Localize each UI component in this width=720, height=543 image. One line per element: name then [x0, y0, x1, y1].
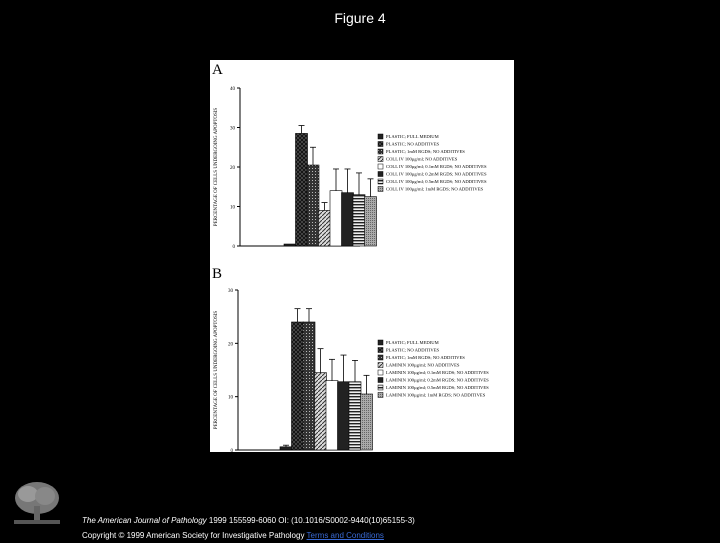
- legend-label: LAMININ 100µg/ml; 1mM RGDS; NO ADDITIVES: [386, 392, 486, 398]
- figure-panel: [210, 60, 514, 452]
- bar: [349, 382, 361, 450]
- bar: [361, 394, 373, 450]
- y-tick-label: 10: [230, 205, 235, 211]
- bar: [307, 165, 319, 246]
- bar: [365, 197, 377, 246]
- bar: [315, 373, 327, 450]
- bar: [319, 210, 331, 246]
- legend-label: LAMININ 100µg/ml; NO ADDITIVES: [386, 362, 460, 368]
- copyright-text: Copyright © 1999 American Society for Investigative Pathology: [82, 531, 305, 540]
- legend-swatch: [378, 385, 383, 390]
- terms-link[interactable]: Terms and Conditions: [306, 531, 384, 540]
- legend-label: PLASTIC; 1mM RGDS; NO ADDITIVES: [386, 355, 465, 360]
- legend-label: PLASTIC; NO ADDITIVES: [386, 141, 440, 147]
- bar: [296, 133, 308, 246]
- legend-swatch: [378, 142, 383, 147]
- legend-label: PLASTIC; FULL MEDIUM: [386, 340, 439, 345]
- legend-label: COLL IV 100µg/ml; 1mM RGDS; NO ADDITIVES: [386, 186, 484, 192]
- legend-label: LAMININ 100µg/ml; 0.5mM RGDS; NO ADDITIVES: [386, 385, 489, 390]
- bar: [280, 447, 292, 450]
- legend-swatch: [378, 363, 383, 368]
- bar: [292, 322, 304, 450]
- panel-b-chart: [212, 266, 489, 452]
- y-tick-label: 40: [230, 87, 235, 92]
- elsevier-tree-icon: [8, 478, 66, 536]
- legend-label: LAMININ 100µg/ml; 0.1mM RGDS; NO ADDITIVES: [386, 370, 489, 375]
- legend-label: PLASTIC; FULL MEDIUM: [386, 134, 439, 139]
- legend-swatch: [378, 378, 383, 383]
- y-tick-label: 0: [230, 449, 233, 452]
- y-tick-label: 30: [230, 126, 235, 132]
- legend-swatch: [378, 157, 383, 162]
- legend-swatch: [378, 348, 383, 353]
- panel-letter: B: [212, 266, 223, 282]
- legend-label: COLL IV 100µg/ml; 0.2mM RGDS; NO ADDITIVES: [386, 171, 487, 177]
- legend-swatch: [378, 134, 383, 139]
- journal-name: The American Journal of Pathology: [82, 516, 207, 525]
- bar: [342, 193, 354, 246]
- panel-letter: A: [212, 62, 223, 78]
- legend-label: COLL IV 100µg/ml; 0.1mM RGDS; NO ADDITIVES: [386, 164, 487, 169]
- bar: [303, 322, 315, 450]
- citation-footer: [82, 513, 415, 543]
- panel-a-chart: [212, 62, 487, 250]
- legend-label: PLASTIC; NO ADDITIVES: [386, 347, 440, 353]
- citation-line: [82, 513, 415, 528]
- legend-swatch: [378, 164, 383, 169]
- legend-swatch: [378, 340, 383, 345]
- legend-swatch: [378, 172, 383, 177]
- y-axis-label: PERCENTAGE OF CELLS UNDERGOING APOPTOSIS: [214, 107, 219, 227]
- legend-label: COLL IV 100µg/ml; 0.5mM RGDS; NO ADDITIVES: [386, 179, 487, 184]
- figure-chart-svg: [210, 60, 514, 452]
- bar: [353, 195, 365, 246]
- bar: [330, 191, 342, 246]
- y-tick-label: 20: [228, 342, 233, 348]
- bar: [284, 244, 296, 246]
- legend-label: COLL IV 100µg/ml; NO ADDITIVES: [386, 156, 458, 162]
- y-tick-label: 0: [232, 245, 235, 250]
- elsevier-logo: [8, 478, 66, 536]
- copyright-line: [82, 528, 415, 543]
- y-axis-label: PERCENTAGE OF CELLS UNDERGOING APOPTOSIS: [214, 310, 219, 430]
- legend-label: PLASTIC; 1mM RGDS; NO ADDITIVES: [386, 149, 465, 154]
- legend-swatch: [378, 370, 383, 375]
- y-tick-label: 10: [228, 395, 233, 401]
- legend-swatch: [378, 355, 383, 360]
- bar: [326, 381, 338, 450]
- figure-title: Figure 4: [334, 10, 386, 26]
- citation-details: 1999 155599-6060 OI: (10.1016/S0002-9440(10)65155-3): [206, 516, 415, 525]
- y-tick-label: 30: [228, 289, 233, 294]
- y-tick-label: 20: [230, 166, 235, 171]
- legend-swatch: [378, 393, 383, 398]
- legend-label: LAMININ 100µg/ml; 0.2mM RGDS; NO ADDITIVES: [386, 377, 489, 383]
- legend-swatch: [378, 179, 383, 184]
- bar: [338, 382, 350, 450]
- legend-swatch: [378, 187, 383, 192]
- legend-swatch: [378, 149, 383, 154]
